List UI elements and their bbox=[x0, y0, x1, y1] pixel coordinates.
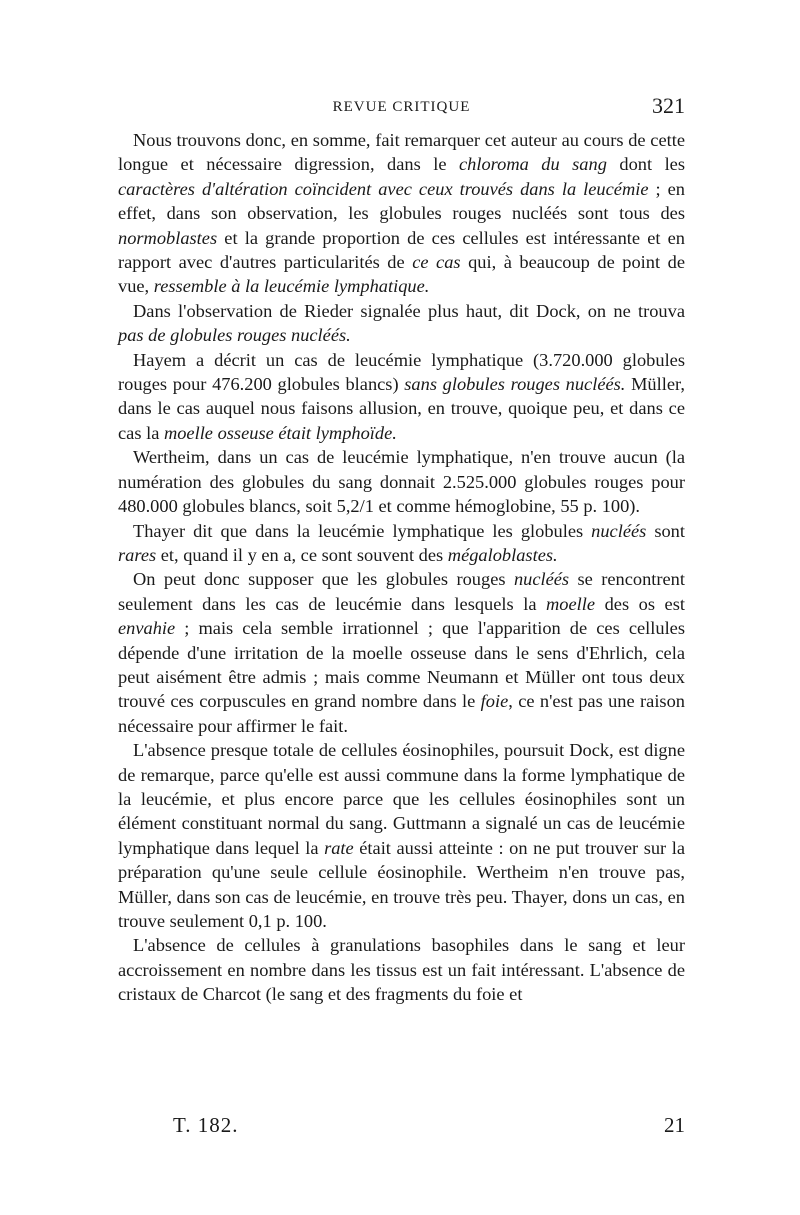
paragraph-2: Dans l'observation de Rieder signalée plus haut, dit Dock, on ne trouva pas de globules rouges nucléés. bbox=[118, 300, 685, 346]
paragraph-4: Wertheim, dans un cas de leucémie lymphatique, n'en trouve aucun (la numération des globules du sang donnait 2.525.000 globules rouges pour 480.000 globules blancs, soit 5,2/1 et comme hémoglobine, 55 p. 100). bbox=[118, 447, 685, 517]
signature-mark: T. 182. bbox=[173, 1113, 239, 1137]
paragraph-7: L'absence presque totale de cellules éosinophiles, poursuit Dock, est digne de remarque, parce qu'elle est aussi commune dans la forme lymphatique de la leucémie, et plus encore parce que les cellules éosinophiles sont un élément constituant normal du sang. Guttmann a signalé un cas de leucémie lymphatique dans lequel la rate était aussi atteinte : on ne put trouver sur la préparation qu'une seule cellule éosinophile. Wertheim n'en trouve pas, Müller, dans son cas de leucémie, en trouve très peu. Thayer, dons un cas, en trouve seulement 0,1 p. 100. bbox=[118, 740, 686, 931]
paragraph-5: Thayer dit que dans la leucémie lymphatique les globules nucléés sont rares et, quand il y en a, ce sont souvent des mégaloblastes. bbox=[118, 520, 685, 565]
page-footer bbox=[118, 1113, 685, 1143]
running-title: REVUE CRITIQUE bbox=[332, 99, 471, 115]
paragraph-6: On peut donc supposer que les globules rouges nucléés se rencontrent seulement dans les cas de leucémie dans lesquels la moelle des os est envahie ; mais cela semble irrationnel ; que l'apparition de ces cellules dépende d'une irritation de la moelle osseuse dans le sens d'Ehrlich, cela peut aisément être admis ; mais comme Neumann et Müller ont tous deux trouvé ces corpuscules en grand nombre dans le foie, ce n'est pas une raison nécessaire pour affirmer le fait. bbox=[118, 569, 685, 736]
page-number: 321 bbox=[652, 93, 685, 118]
paragraph-8: L'absence de cellules à granulations basophiles dans le sang et leur accroissement en nombre dans les tissus est un fait intéressant. L'absence de cristaux de Charcot (le sang et des fragments du foie et bbox=[118, 935, 685, 1005]
paragraph-1: Nous trouvons donc, en somme, fait remarquer cet auteur au cours de cette longue et nécessaire digression, dans le chloroma du sang dont les caractères d'altération coïncident avec ceux trouvés dans la leucémie ; en effet, dans son observation, les globules rouges nucléés sont tous des normoblastes et la grande proportion de ces cellules est intéressante et en rapport avec d'autres particularités de ce cas qui, à beaucoup de point de vue, ressemble à la leucémie lymphatique. bbox=[118, 130, 686, 297]
page-header bbox=[118, 93, 685, 121]
sheet-number: 21 bbox=[664, 1113, 685, 1137]
paragraph-3: Hayem a décrit un cas de leucémie lymphatique (3.720.000 globules rouges pour 476.200 globules blancs) sans globules rouges nucléés. Müller, dans le cas auquel nous faisons allusion, en trouve, quoique peu, et dans ce cas la moelle osseuse était lymphoïde. bbox=[118, 349, 685, 443]
body-text bbox=[118, 128, 685, 1007]
